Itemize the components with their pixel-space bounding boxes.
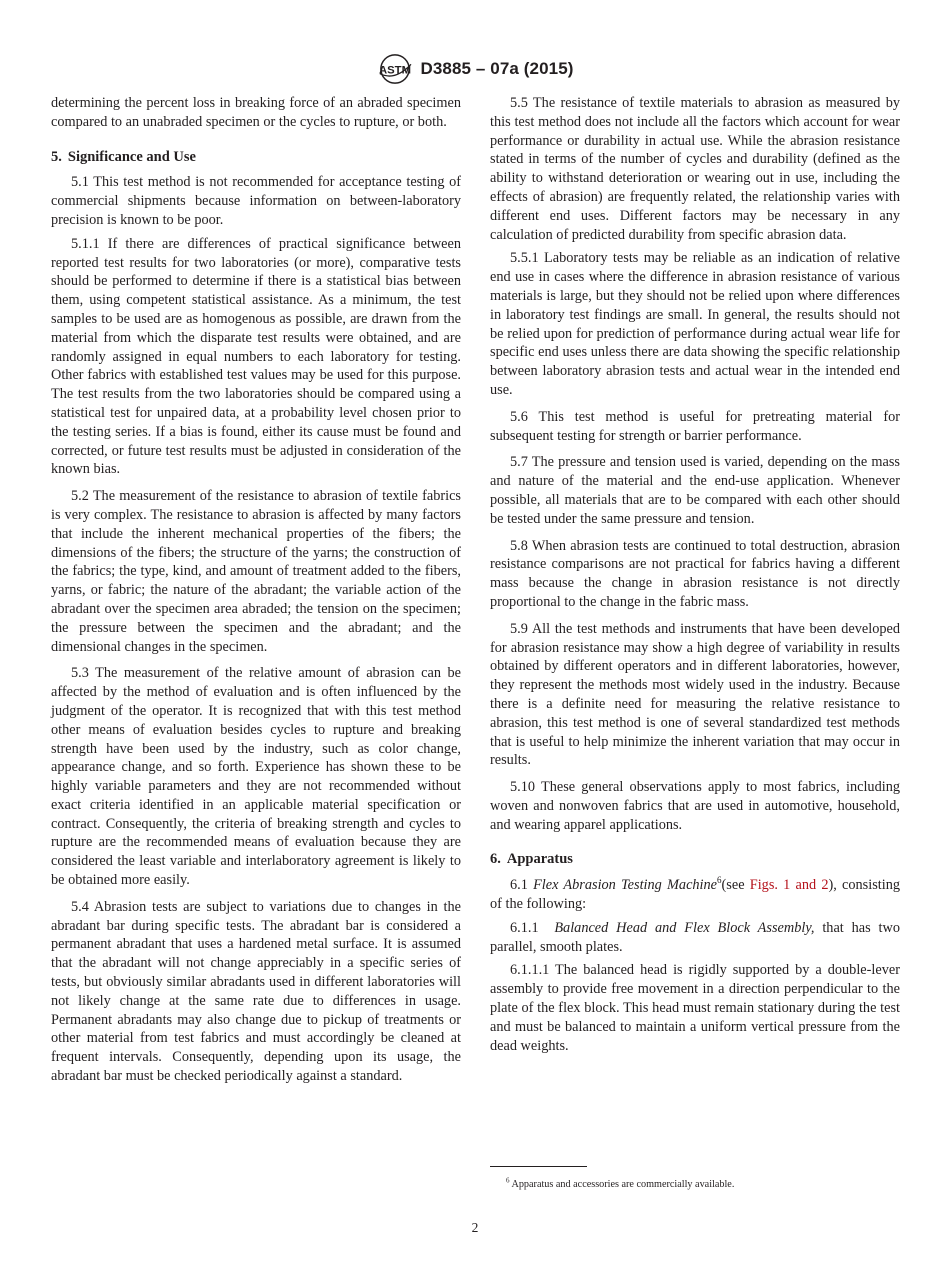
paragraph-5-3: 5.3 The measurement of the relative amount of abrasion can be affected by the method of evaluation and is often influenced by the judgment of the operator. It is recognized that with this test method other means of evaluation besides cycles to rupture and breaking strength have been used by the industry, such as color change, appearance change, and so forth. Experience has shown these to be highly variable parameters and they are not recommended without exact criteria identified in an applicable material specification or contract. Consequently, the criteria of breaking strength and cycles to rupture are the recommended means of evaluation because they are considered the least variable and interlaboratory agreement is likely to be obtained more easily. (51, 665, 461, 889)
clause-number: 6.1 (510, 877, 528, 894)
paragraph-6-1-1 (490, 919, 900, 957)
paragraph-5-1: 5.1 This test method is not recommended for acceptance testing of commercial shipments because information on between-laboratory precision is known to be poor. (51, 174, 461, 228)
page-header (0, 52, 950, 86)
footnote-marker: 6 (506, 1176, 510, 1185)
text: ), consisting of the following: (490, 877, 900, 913)
paragraph-5-4: 5.4 Abrasion tests are subject to variations due to changes in the abradant bar during specific tests. The abradant bar is considered a permanent abradant that uses a hardened metal surface. It is assumed that the abradant will not change appreciably in a specific series of tests, but obviously similar abradants used in different laboratories will not likely change at the same rate due to differences in usage. Permanent abradants may also change due to pickup of treatments or other material from test fabrics and must accordingly be cleaned at frequent intervals. Consequently, depending upon its usage, the abradant bar must be checked periodically against a standard. (51, 898, 461, 1085)
svg-text:ASTM: ASTM (379, 64, 412, 77)
left-column (51, 94, 461, 1091)
section-6-heading (490, 850, 900, 869)
paragraph-6-1 (490, 876, 900, 914)
right-column (490, 94, 900, 1060)
document-id: D3885 – 07a (2015) (420, 59, 574, 78)
defined-term: Balanced Head and Flex Block Assembly, (554, 919, 815, 936)
paragraph-5-5: 5.5 The resistance of textile materials to abrasion as measured by this test method does not include all the factors which account for wear performance or durability in actual use. While the abrasion resistance stated in terms of the number of cycles and durability (defined as the ability to withstand deterioration or wearing out in use, including the effects of abrasion) are frequently related, the relationship varies with different end uses. Different factors may be necessary in any calculation of predicted durability from specific abrasion data. (490, 95, 900, 243)
section-number: 6. (490, 851, 501, 868)
text: that has two parallel, smooth plates. (490, 919, 900, 955)
page-number: 2 (471, 1220, 479, 1235)
footnote-divider (490, 1166, 587, 1167)
paragraph-5-5-1: 5.5.1 Laboratory tests may be reliable as an indication of relative end use in cases where the difference in abrasion resistance of various materials is large, but they should not be relied upon where differences in laboratory test findings are small. In general, the results should not be relied upon for prediction of performance during actual wear life for specific end uses unless there are data showing the specific relationship between laboratory abrasion tests and actual wear in the intended end use. (490, 250, 900, 398)
paragraph-5-7: 5.7 The pressure and tension used is varied, depending on the mass and nature of the material and the end-use application. Whenever possible, all materials that are to be compared with each other should be tested under the same pressure and tension. (490, 454, 900, 527)
clause-number: 6.1.1 (510, 919, 539, 936)
section-title: Apparatus (506, 851, 573, 868)
paragraph-5-9: 5.9 All the test methods and instruments that have been developed for abrasion resistance may show a high degree of variability in results obtained by different operators and in different laboratories, however, they represent the methods most widely used in the industry. Because there is a definite need for measuring the relative resistance to abrasion, this test method is one of several standardized test methods that is useful to help minimize the inherent variation that may occur in results. (490, 620, 900, 769)
footnote (506, 1178, 734, 1191)
paragraph-5-8: 5.8 When abrasion tests are continued to total destruction, abrasion resistance comparisons are not practical for fabrics having a different mass because the change in abrasion resistance is not directly proportional to the change in the fabric mass. (490, 537, 900, 610)
footnote-ref[interactable]: 6 (717, 875, 722, 886)
figures-link[interactable]: Figs. 1 and 2 (749, 877, 829, 894)
paragraph-5-1-1: 5.1.1 If there are differences of practical significance between reported test results for two laboratories (or more), comparative tests should be performed to determine if there is a statistical bias between them, using competent statistical assistance. As a minimum, the test samples to be used are as homogenous as possible, are drawn from the material from which the disparate test results were obtained, and are randomly assigned in equal numbers to each laboratory for testing. Other fabrics with established test values may be used for this purpose. The test results from the two laboratories should be compared using a statistical test for unpaired data, at a probability level chosen prior to the testing series. If a bias is found, either its cause must be found and corrected, or future test results must be adjusted in consideration of the known bias. (51, 235, 461, 478)
intro-continuation: determining the percent loss in breaking force of an abraded specimen compared to an unabraded specimen or the cycles to rupture, or both. (51, 95, 461, 130)
astm-logo-icon (376, 53, 414, 85)
section-number: 5. (51, 148, 62, 165)
paragraph-5-10: 5.10 These general observations apply to most fabrics, including woven and nonwoven fabrics that are used in automotive, household, and wearing apparel applications. (490, 779, 900, 833)
section-5-heading (51, 148, 461, 167)
section-title: Significance and Use (67, 148, 196, 165)
paragraph-5-6: 5.6 This test method is useful for pretreating material for subsequent testing for strength or barrier performance. (490, 408, 900, 444)
footnote-text: Apparatus and accessories are commercially available. (511, 1179, 735, 1190)
text: (see (721, 877, 750, 894)
paragraph-5-2: 5.2 The measurement of the resistance to abrasion of textile fabrics is very complex. The resistance to abrasion is affected by many factors that include the inherent mechanical properties of the fibers; the dimensions of the fibers; the structure of the yarns; the construction of the fabrics; the type, kind, and amount of treatment added to the fibers, yarns, or fabric; the nature of the abradant; the variable action of the abradant over the specimen area abraded; the tension on the specimen; the pressure between the specimen and the abradant; and the dimensional changes in the specimen. (51, 488, 461, 655)
paragraph-6-1-1-1: 6.1.1.1 The balanced head is rigidly supported by a double-lever assembly to provide free movement in a direction perpendicular to the plate of the flex block. This head must remain stationary during the test and must be balanced to maintain a uniform vertical pressure from the dead weights. (490, 962, 900, 1054)
defined-term: Flex Abrasion Testing Machine (533, 877, 718, 894)
